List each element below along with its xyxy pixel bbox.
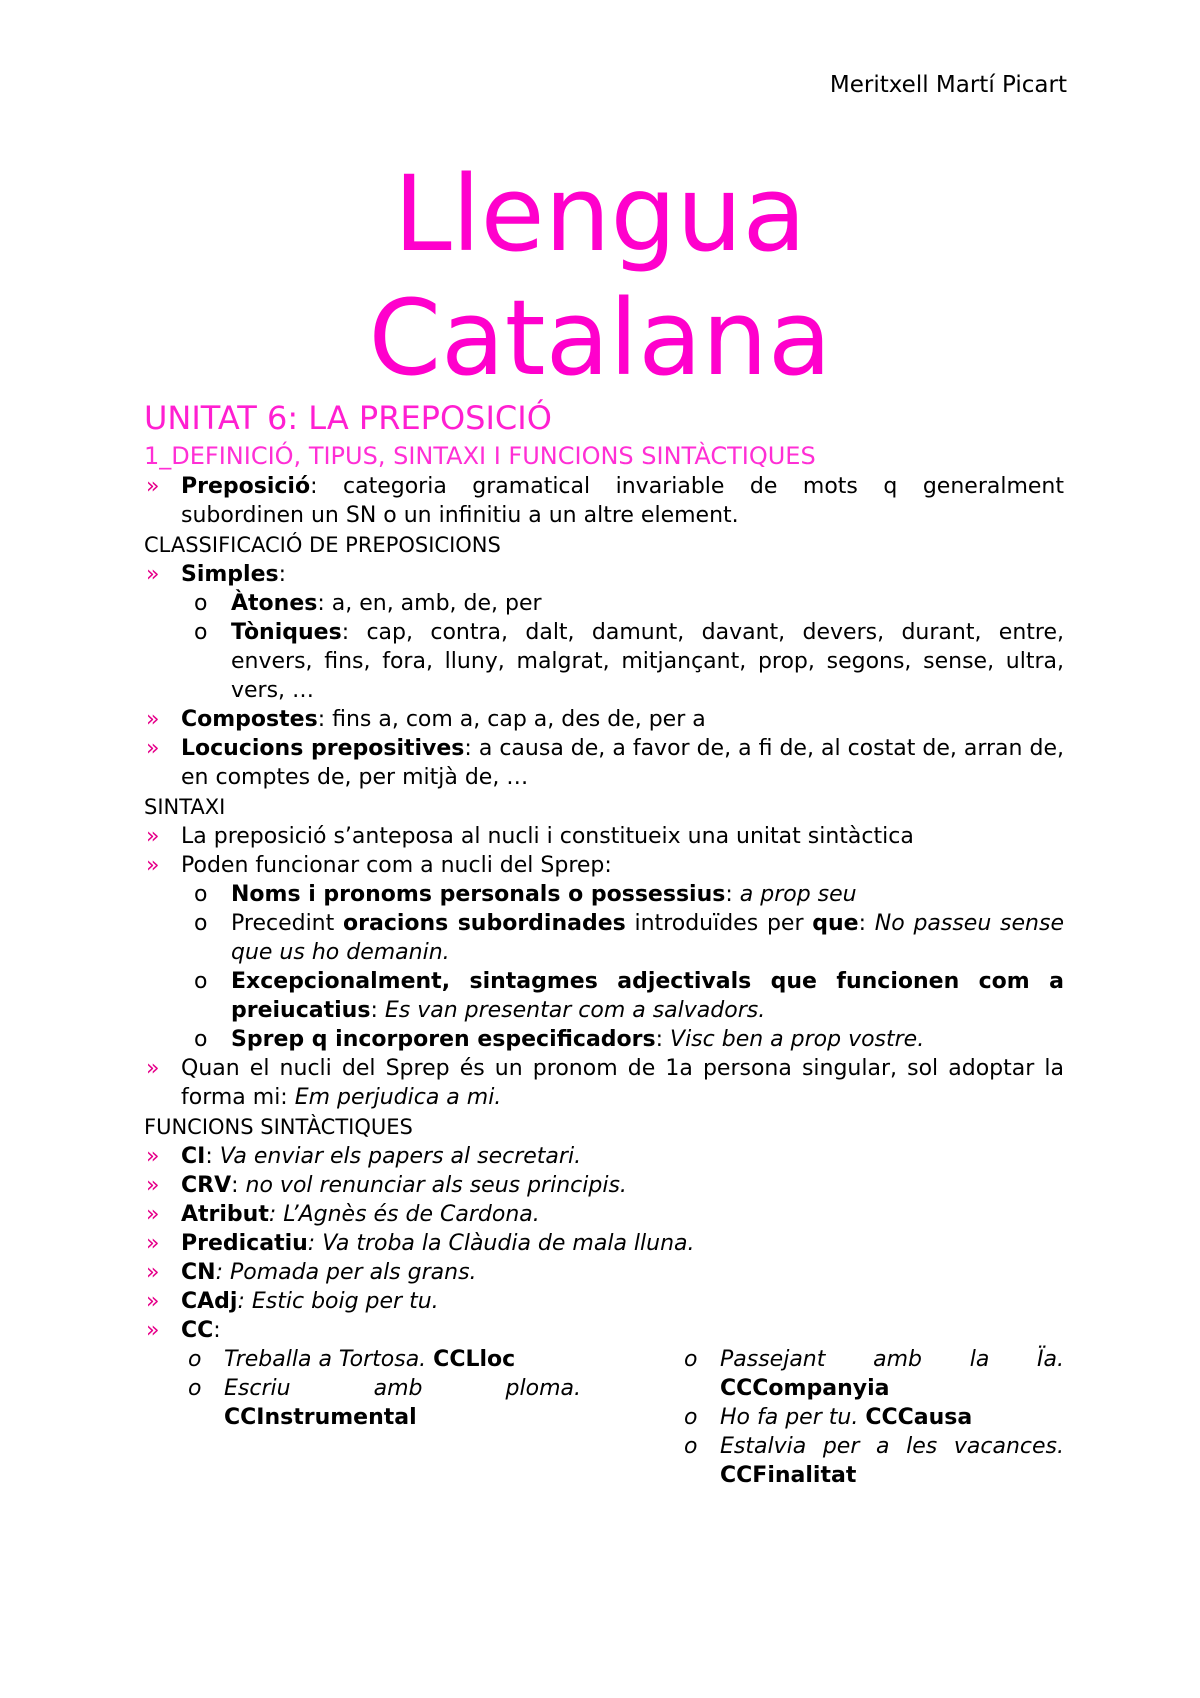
atones-item [144, 589, 1064, 618]
cc-example [181, 1374, 581, 1432]
author-name: Meritxell Martí Picart [829, 72, 1067, 98]
circle-bullet-icon: o [684, 1347, 698, 1372]
definition-term: Preposició [181, 474, 311, 499]
sintaxi-sub-1 [144, 880, 1064, 909]
funcio-item [144, 1142, 1064, 1171]
circle-bullet-icon: o [684, 1434, 698, 1459]
cc-example-tag: CCLloc [433, 1347, 516, 1372]
title-line-1: Llengua [393, 153, 807, 275]
sub3-colon: : [370, 998, 385, 1023]
cc-example [677, 1345, 1064, 1403]
circle-bullet-icon: o [684, 1405, 698, 1430]
funcio-item [144, 1171, 1064, 1200]
sintaxi-sub-2 [144, 909, 1064, 967]
funcio-item [144, 1229, 1064, 1258]
cc-colon: : [213, 1318, 221, 1343]
funcio-example: L’Agnès és de Cardona. [283, 1202, 540, 1227]
cc-example-tag: CCFinalitat [720, 1463, 857, 1488]
circle-bullet-icon: o [194, 620, 208, 645]
cc-example [677, 1432, 1064, 1490]
locucions-text: : a causa de, a favor de, a fi de, al costat de, arran de, en comptes de, per mitjà de, … [181, 736, 1064, 790]
sub2-colon: : [858, 911, 875, 936]
funcio-example: Estic boig per tu. [251, 1289, 439, 1314]
circle-bullet-icon: o [194, 882, 208, 907]
sub2-bold: oracions subordinades [343, 911, 626, 936]
funcio-label: CAdj [181, 1289, 238, 1314]
funcio-label: CRV [181, 1173, 232, 1198]
funcio-sep: : [231, 1173, 246, 1198]
funcio-label: Predicatiu [181, 1231, 308, 1256]
funcio-item [144, 1258, 1064, 1287]
funcio-sep: : [268, 1202, 284, 1227]
atones-label: Àtones [231, 591, 318, 616]
circle-bullet-icon: o [188, 1376, 202, 1401]
definition-text: : categoria gramatical invariable de mots q generalment subordinen un SN o un infinitiu a un altre element. [181, 474, 1064, 528]
section-heading: 1_DEFINICIÓ, TIPUS, SINTAXI I FUNCIONS SINTÀCTIQUES [144, 442, 816, 470]
simples-colon: : [278, 562, 287, 587]
toniques-text: : cap, contra, dalt, damunt, davant, devers, durant, entre, envers, fins, fora, lluny, malgrat, mitjançant, prop, segons, sense, ultra, vers, … [231, 620, 1064, 703]
funcio-sep: : [205, 1144, 220, 1169]
funcio-item [144, 1287, 1064, 1316]
cc-column-left [181, 1345, 581, 1432]
circle-bullet-icon: o [194, 911, 208, 936]
funcio-label: Atribut [181, 1202, 269, 1227]
sub2-example: No passeu sense que us ho demanin. [231, 911, 1064, 965]
funcio-sep: : [215, 1260, 230, 1285]
sub4-colon: : [655, 1027, 671, 1052]
cc-columns [144, 1345, 1064, 1488]
unit-heading: UNITAT 6: LA PREPOSICIÓ [144, 399, 552, 437]
cc-example-text: Escriu amb ploma. [224, 1376, 581, 1401]
title-line-2: Catalana [368, 277, 832, 399]
funcio-example: Va troba la Clàudia de mala lluna. [322, 1231, 695, 1256]
cc-example-tag: CCCompanyia [720, 1376, 890, 1401]
sintaxi-heading: SINTAXI [144, 795, 226, 819]
sub1-bold: Noms i pronoms personals o possessius [231, 882, 726, 907]
sintaxi-item-2: » Poden funcionar com a nucli del Sprep: [144, 851, 1064, 880]
sub3-bold: Excepcionalment, sintagmes adjectivals que funcionen com a preiucatius [231, 969, 1064, 1023]
sub3-example: Es van presentar com a salvadors. [384, 998, 766, 1023]
simples-label: Simples [181, 562, 279, 587]
funcio-sep: : [307, 1231, 323, 1256]
locucions-item [144, 734, 1064, 792]
circle-bullet-icon: o [194, 1027, 208, 1052]
compostes-text: : fins a, com a, cap a, des de, per a [317, 707, 706, 732]
sub4-example: Visc ben a prop vostre. [670, 1027, 925, 1052]
sub2-pre: Precedint [231, 911, 344, 936]
toniques-item [144, 618, 1064, 705]
cc-example [677, 1403, 1064, 1432]
sintaxi-sub-4 [144, 1025, 1064, 1054]
funcio-example: no vol renunciar als seus principis. [245, 1173, 627, 1198]
funcio-example: Va enviar els papers al secretari. [219, 1144, 582, 1169]
cc-column-right [677, 1345, 1064, 1490]
sub2-que: que [812, 911, 859, 936]
cc-example-text: Estalvia per a les vacances. [720, 1434, 1064, 1459]
funcio-example: Pomada per als grans. [229, 1260, 477, 1285]
document-title [0, 152, 1200, 400]
compostes-label: Compostes [181, 707, 318, 732]
circle-bullet-icon: o [194, 591, 208, 616]
compostes-item [144, 705, 1064, 734]
funcio-sep: : [237, 1289, 252, 1314]
locucions-label: Locucions prepositives [181, 736, 465, 761]
funcions-heading: FUNCIONS SINTÀCTIQUES [144, 1115, 413, 1139]
sintaxi-sub-3 [144, 967, 1064, 1025]
definition-item [144, 472, 1064, 530]
toniques-label: Tòniques [231, 620, 342, 645]
sintaxi-item-3 [144, 1054, 1064, 1112]
cc-example-tag: CCCausa [865, 1405, 973, 1430]
sub4-bold: Sprep q incorporen especificadors [231, 1027, 656, 1052]
document-body [144, 398, 1064, 1488]
cc-example-text: Treballa a Tortosa. [224, 1347, 434, 1372]
item3-example: Em perjudica a mi. [294, 1085, 502, 1110]
funcio-label: CN [181, 1260, 216, 1285]
circle-bullet-icon: o [194, 969, 208, 994]
simples-item [144, 560, 1064, 589]
cc-label: CC [181, 1318, 214, 1343]
sub1-example: a prop seu [739, 882, 857, 907]
cc-example-text: Ho fa per tu. [720, 1405, 866, 1430]
cc-item [144, 1316, 1064, 1345]
cc-example-tag: CCInstrumental [224, 1405, 417, 1430]
classification-heading: CLASSIFICACIÓ DE PREPOSICIONS [144, 533, 501, 557]
cc-example [181, 1345, 581, 1374]
sub2-mid: introduïdes per [625, 911, 813, 936]
item3-text: Quan el nucli del Sprep és un pronom de 1a persona singular, sol adoptar la forma mi: [181, 1056, 1064, 1110]
atones-text: : a, en, amb, de, per [317, 591, 542, 616]
funcio-item [144, 1200, 1064, 1229]
cc-example-text: Passejant amb la Ïa. [720, 1347, 1064, 1372]
funcio-label: CI [181, 1144, 206, 1169]
circle-bullet-icon: o [188, 1347, 202, 1372]
sintaxi-item-1: » La preposició s’anteposa al nucli i constitueix una unitat sintàctica [144, 822, 1064, 851]
sub1-colon: : [725, 882, 740, 907]
